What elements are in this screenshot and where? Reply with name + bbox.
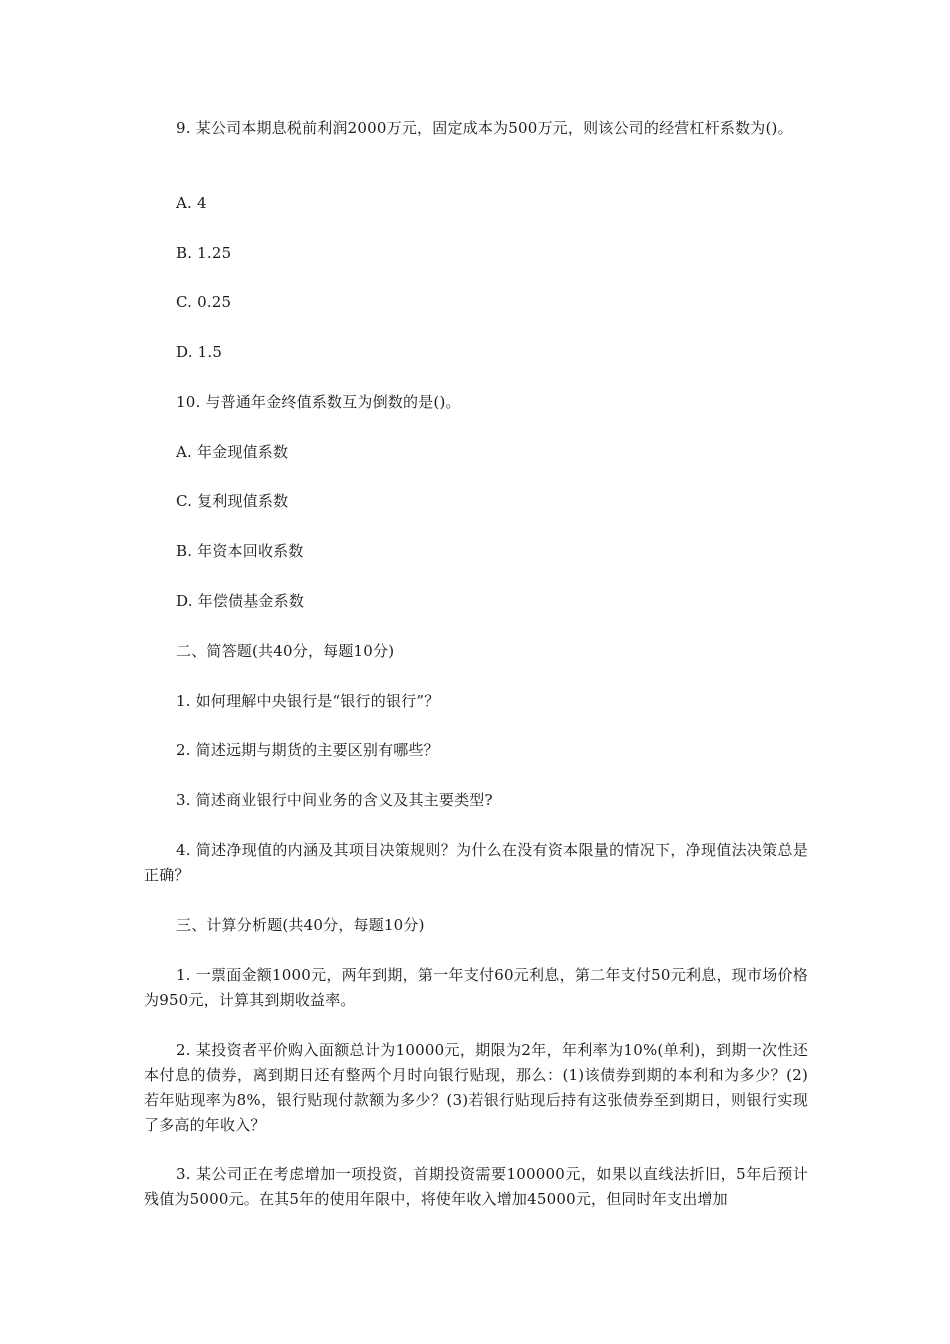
question-10-option-b: B. 年资本回收系数 [176,542,304,560]
question-10-option-c: C. 复利现值系数 [176,492,289,510]
question-10-option-a: A. 年金现值系数 [176,443,289,461]
question-9-option-d: D. 1.5 [176,343,223,361]
short-answer-4: 4. 简述净现值的内涵及其项目决策规则？为什么在没有资本限量的情况下，净现值法决策总是正确？ [144,841,808,884]
short-answer-1: 1. 如何理解中央银行是“银行的银行”？ [176,692,440,710]
question-10-option-d: D. 年偿债基金系数 [176,592,305,610]
calculation-3: 3. 某公司正在考虑增加一项投资，首期投资需要100000元，如果以直线法折旧，5年后预计残值为5000元。在其5年的使用年限中，将使年收入增加45000元，但同时年支出增加 [144,1165,808,1208]
short-answer-2: 2. 简述远期与期货的主要区别有哪些？ [176,741,439,759]
question-9-option-c: C. 0.25 [176,293,232,311]
short-answer-3: 3. 简述商业银行中间业务的含义及其主要类型? [176,791,493,809]
section-2-heading: 二、简答题(共40分，每题10分) [176,642,395,660]
calculation-2: 2. 某投资者平价购入面额总计为10000元，期限为2年，年利率为10%(单利)，到期一次性还本付息的债券，离到期日还有整两个月时向银行贴现，那么：(1)该债券到期的本利和为多少？(2)若年贴现率为8%，银行贴现付款额为多少？(3)若银行贴现后持有这张债券至到期日，则银行实现了多高的年收入？ [144,1041,808,1134]
question-10-stem: 10. 与普通年金终值系数互为倒数的是()。 [176,393,461,411]
question-9-option-b: B. 1.25 [176,244,232,262]
section-3-heading: 三、计算分析题(共40分，每题10分) [176,916,425,934]
question-9-option-a: A. 4 [176,194,207,212]
calculation-1: 1. 一票面金额1000元，两年到期，第一年支付60元利息，第二年支付50元利息，现市场价格为950元，计算其到期收益率。 [144,966,808,1009]
question-9-stem: 9. 某公司本期息税前利润2000万元，固定成本为500万元，则该公司的经营杠杆系数为()。 [176,119,793,137]
